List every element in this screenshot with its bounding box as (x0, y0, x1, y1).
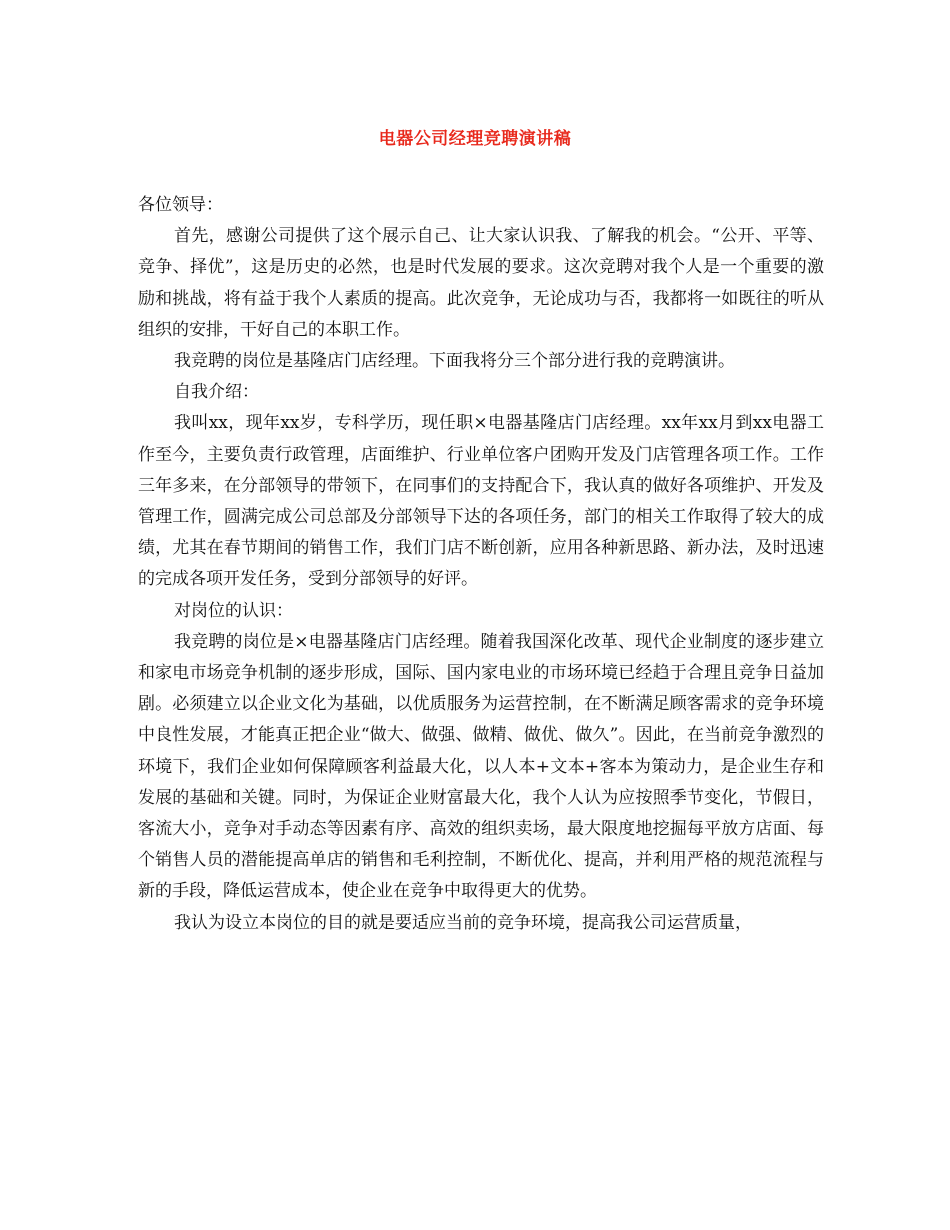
section-heading-position-understanding: 对岗位的认识： (174, 600, 293, 621)
paragraph-self-introduction: 我叫xx，现年xx岁，专科学历，现任职×电器基隆店门店经理。xx年xx月到xx电器工作至今，主要负责行政管理，店面维护、行业单位客户团购开发及门店管理各项工作。工作三年多来，在分部领导的带领下，在同事们的支持配合下，我认真的做好各项维护、开发及管理工作，圆满完成公司总部及分部领导下达的各项任务，部门的相关工作取得了较大的成绩，尤其在春节期间的销售工作，我们门店不断创新，应用各种新思路、新办法，及时迅速的完成各项开发任务，受到分部领导的好评。 (138, 413, 824, 590)
salutation: 各位领导： (138, 195, 223, 215)
paragraph-purpose: 我认为设立本岗位的目的就是要适应当前的竞争环境，提高我公司运营质量， (174, 912, 752, 933)
paragraph-position: 我竞聘的岗位是基隆店门店经理。下面我将分三个部分进行我的竞聘演讲。 (174, 351, 735, 372)
document-body (138, 190, 824, 939)
paragraph-position-understanding: 我竞聘的岗位是×电器基隆店门店经理。随着我国深化改革、现代企业制度的逐步建立和家电市场竞争机制的逐步形成，国际、国内家电业的市场环境已经趋于合理且竞争日益加剧。必须建立以企业文化为基础，以优质服务为运营控制，在不断满足顾客需求的竞争环境中良性发展，才能真正把企业“做大、做强、做精、做优、做久”。因此，在当前竞争激烈的环境下，我们企业如何保障顾客利益最大化，以人本+文本+客本为策动力，是企业生存和发展的基础和关键。同时，为保证企业财富最大化，我个人认为应按照季节变化，节假日，客流大小，竞争对手动态等因素有序、高效的组织卖场，最大限度地挖掘每平放方店面、每个销售人员的潜能提高单店的销售和毛利控制，不断优化、提高，并利用严格的规范流程与新的手段，降低运营成本，使企业在竞争中取得更大的优势。 (138, 631, 824, 902)
paragraph-intro: 首先，感谢公司提供了这个展示自己、让大家认识我、了解我的机会。“公开、平等、竞争、择优”，这是历史的必然，也是时代发展的要求。这次竞聘对我个人是一个重要的激励和挑战，将有益于我个人素质的提高。此次竞争，无论成功与否，我都将一如既往的听从组织的安排，干好自己的本职工作。 (138, 226, 824, 340)
document-title: 电器公司经理竞聘演讲稿 (378, 129, 572, 149)
section-heading-self-introduction: 自我介绍： (174, 382, 259, 403)
